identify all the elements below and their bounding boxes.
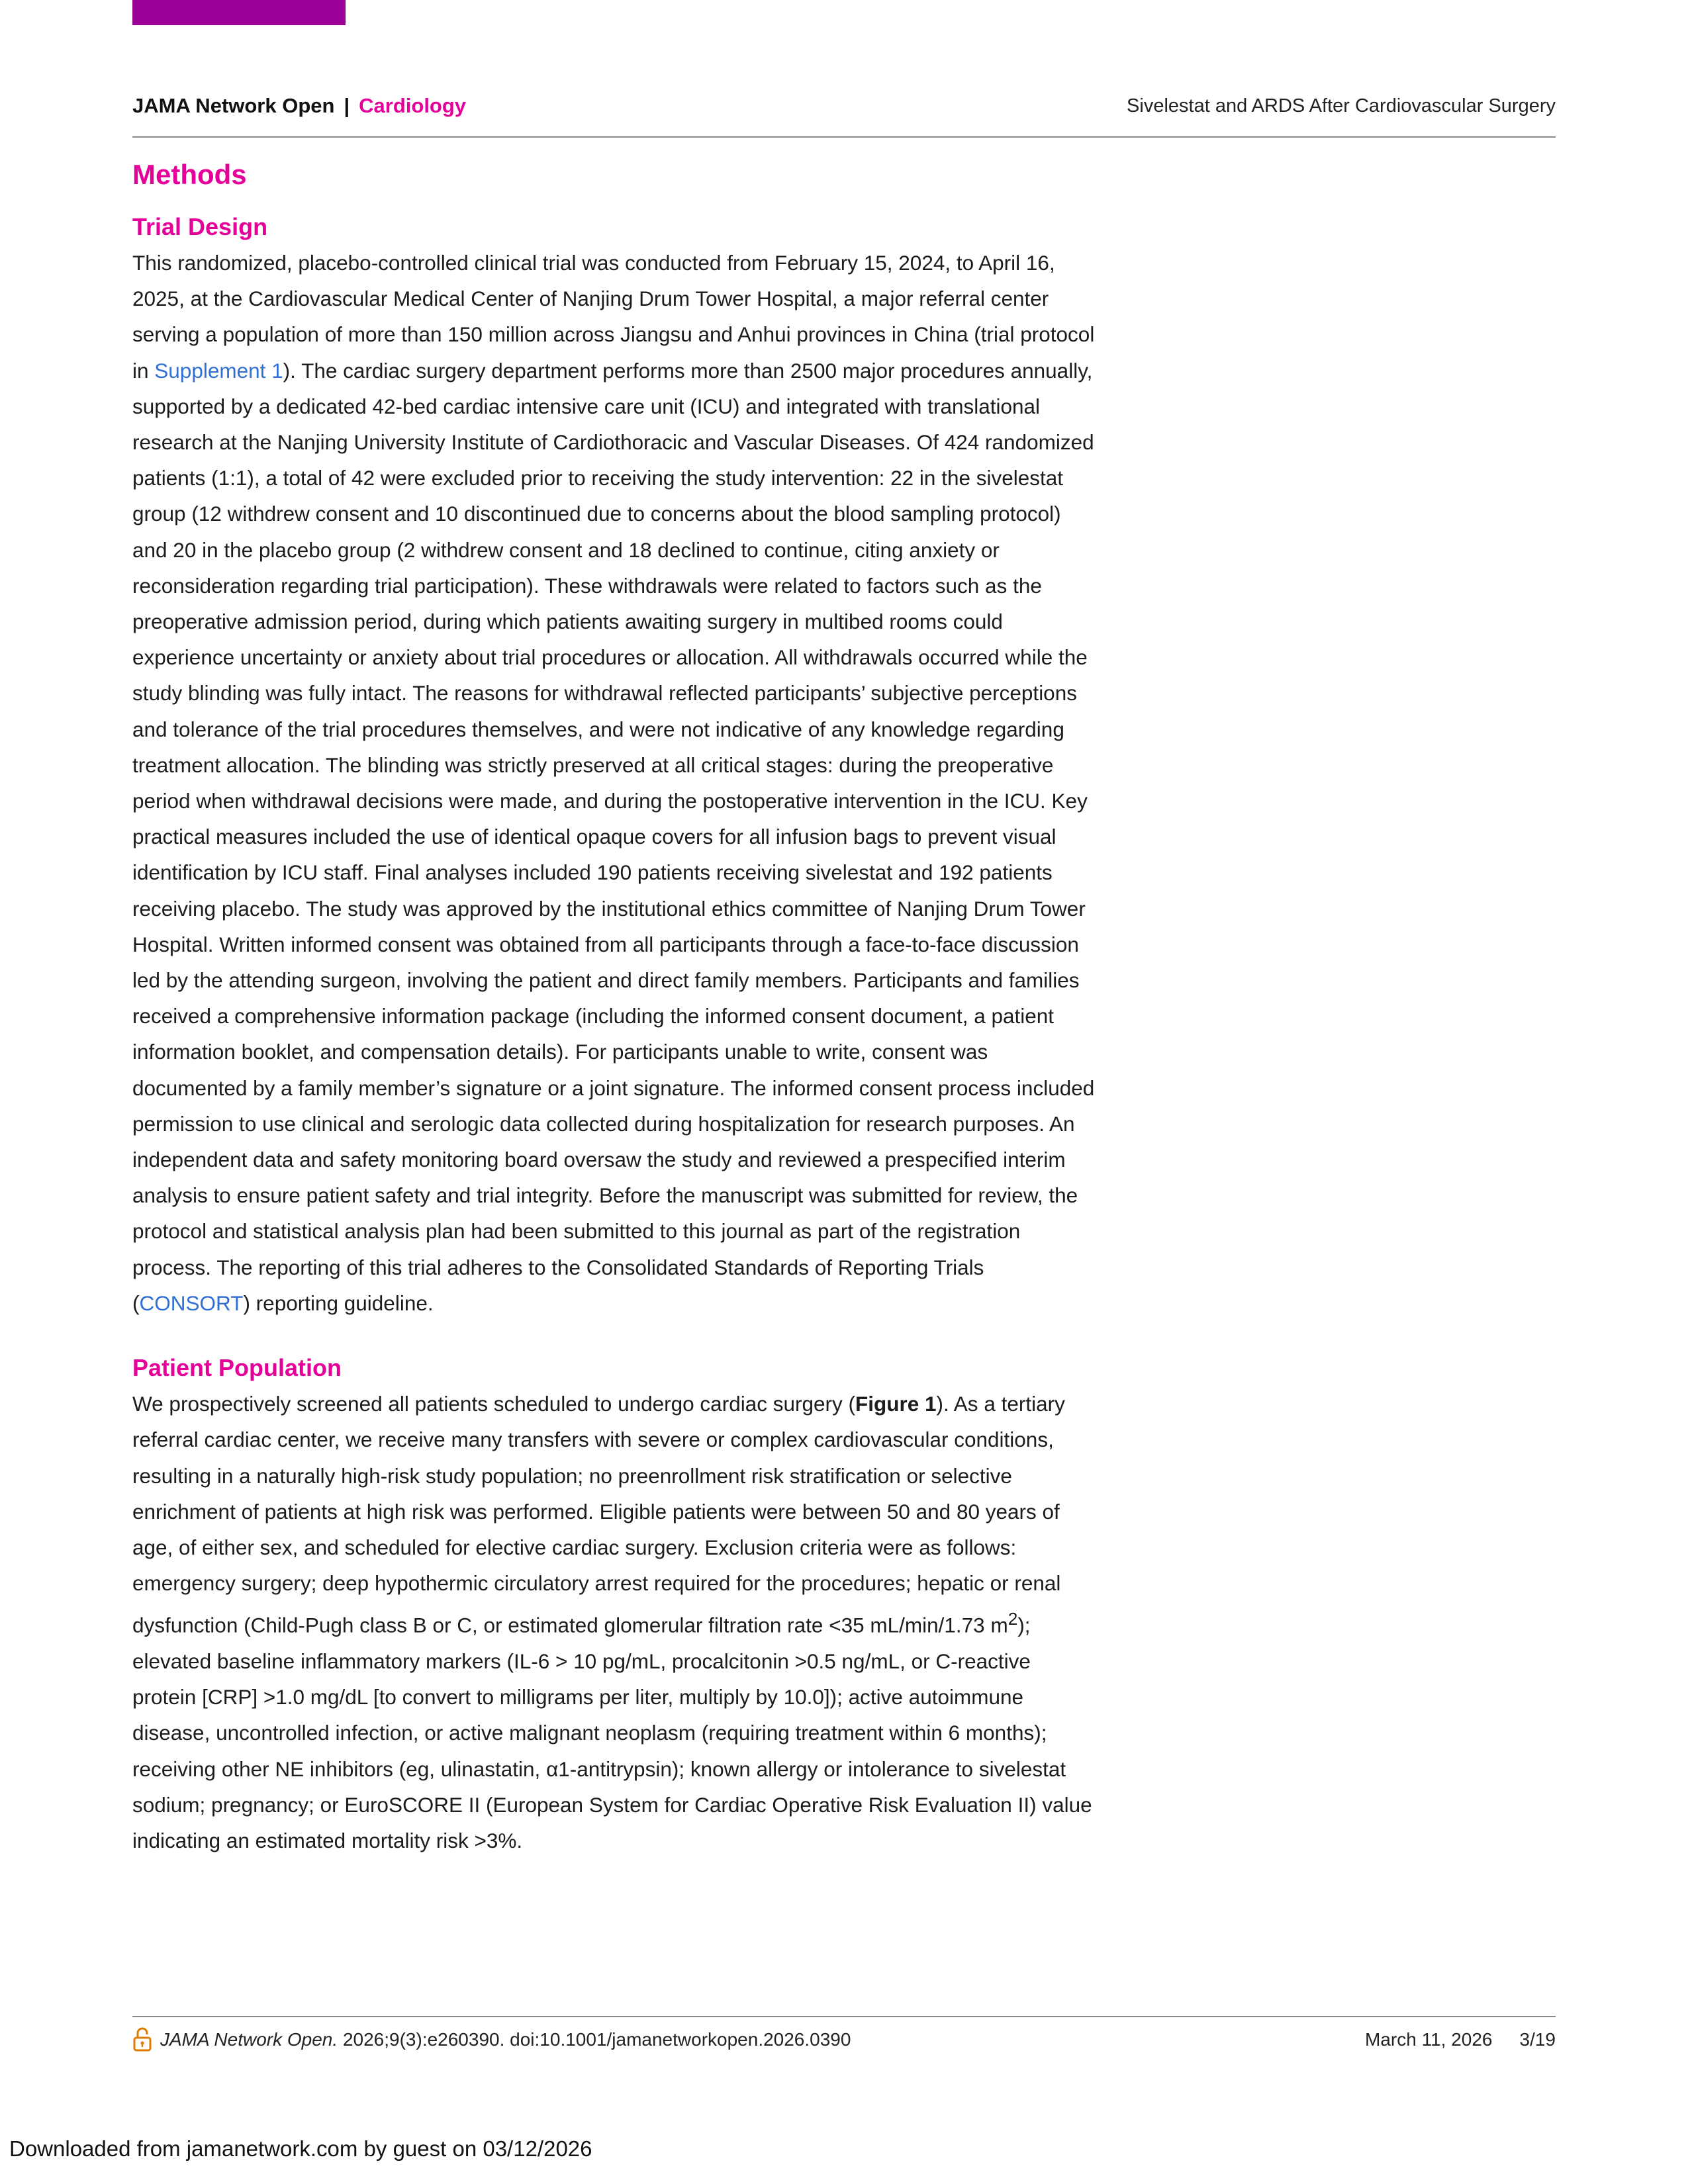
footer-divider	[132, 2016, 1556, 2017]
article-body	[132, 154, 1099, 1858]
patient-population-text-b: ). As a tertiary referral cardiac center, we receive many transfers with severe or complex cardiovascular conditions, resulting in a naturally high-risk study population; no preenrollment risk stratification or selective enrichment of patients at high risk was performed. Eligible patients were between 50 and 80 years of age, of either sex, and scheduled for elective cardiac surgery. Exclusion criteria were as follows: emergency surgery; deep hypothermic circulatory arrest required for the procedures; hepatic or renal dysfunction (Child-Pugh class B or C, or estimated glomerular filtration rate <35 mL/min/1.73 m	[132, 1392, 1065, 1637]
footer-citation	[160, 2029, 851, 2050]
download-notice: Downloaded from jamanetwork.com by guest on 03/12/2026	[9, 2136, 592, 2161]
patient-population-text-a: We prospectively screened all patients scheduled to undergo cardiac surgery (	[132, 1392, 856, 1416]
superscript-2: 2	[1008, 1609, 1018, 1629]
journal-name: JAMA Network Open	[132, 94, 335, 117]
header-divider	[132, 136, 1556, 138]
methods-heading: Methods	[132, 159, 247, 190]
patient-population-paragraph	[132, 1386, 1099, 1858]
top-accent-bar	[132, 0, 346, 25]
trial-design-text-a: This randomized, placebo-controlled clinical trial was conducted from February 15, 2024, to April 16, 2025, at the Cardiovascular Medical Center of Nanjing Drum Tower Hospital, a major referral center serving a population of more than 150 million across Jiangsu and Anhui provinces in China (trial protocol in	[132, 251, 1095, 383]
header-separator: |	[344, 94, 350, 117]
trial-design-text-c: ) reporting guideline.	[243, 1291, 434, 1315]
page-header	[132, 94, 1556, 120]
footer-date: March 11, 2026	[1365, 2029, 1493, 2050]
open-access-lock-icon	[132, 2026, 152, 2058]
footer-citation-text: 2026;9(3):e260390. doi:10.1001/jamanetworkopen.2026.0390	[338, 2029, 851, 2050]
figure-1-reference[interactable]: Figure 1	[855, 1392, 937, 1416]
footer-journal: JAMA Network Open.	[160, 2029, 338, 2050]
running-title: Sivelestat and ARDS After Cardiovascular Surgery	[1127, 95, 1556, 116]
header-left	[132, 94, 466, 118]
consort-link[interactable]: CONSORT	[139, 1291, 244, 1315]
trial-design-paragraph	[132, 245, 1099, 1321]
trial-design-heading: Trial Design	[132, 213, 268, 240]
section-link[interactable]: Cardiology	[359, 94, 467, 117]
page-footer	[132, 2026, 1556, 2056]
patient-population-text-c: ); elevated baseline inflammatory markers (IL-6 > 10 pg/mL, procalcitonin >0.5 ng/mL, or C-reactive protein [CRP] >1.0 mg/dL [to convert to milligrams per liter, multiply by 10.0]); active autoimmune disease, uncontrolled infection, or active malignant neoplasm (requiring treatment within 6 months); receiving other NE inhibitors (eg, ulinastatin, α1-antitrypsin); known allergy or intolerance to sivelestat sodium; pregnancy; or EuroSCORE II (European System for Cardiac Operative Risk Evaluation II) value indicating an estimated mortality risk >3%.	[132, 1613, 1092, 1853]
trial-design-text-b: ). The cardiac surgery department performs more than 2500 major procedures annually, supported by a dedicated 42-bed cardiac intensive care unit (ICU) and integrated with translational research at the Nanjing University Institute of Cardiothoracic and Vascular Diseases. Of 424 randomized patients (1:1), a total of 42 were excluded prior to receiving the study intervention: 22 in the sivelestat group (12 withdrew consent and 10 discontinued due to concerns about the blood sampling protocol) and 20 in the placebo group (2 withdrew consent and 18 declined to continue, citing anxiety or reconsideration regarding trial participation). These withdrawals were related to factors such as the preoperative admission period, during which patients awaiting surgery in multibed rooms could experience uncertainty or anxiety about trial procedures or allocation. All withdrawals occurred while the study blinding was fully intact. The reasons for withdrawal reflected participants’ subjective perceptions and tolerance of the trial procedures themselves, and were not indicative of any knowledge regarding treatment allocation. The blinding was strictly preserved at all critical stages: during the preoperative period when withdrawal decisions were made, and during the postoperative intervention in the ICU. Key practical measures included the use of identical opaque covers for all infusion bags to prevent visual identification by ICU staff. Final analyses included 190 patients receiving sivelestat and 192 patients receiving placebo. The study was approved by the institutional ethics committee of Nanjing Drum Tower Hospital. Written informed consent was obtained from all participants through a face-to-face discussion led by the attending surgeon, involving the patient and direct family members. Participants and families received a comprehensive information package (including the informed consent document, a patient information booklet, and compensation details). For participants unable to write, consent was documented by a family member’s signature or a joint signature. The informed consent process included permission to use clinical and serologic data collected during hospitalization for research purposes. An independent data and safety monitoring board oversaw the study and reviewed a prespecified interim analysis to ensure patient safety and trial integrity. Before the manuscript was submitted for review, the protocol and statistical analysis plan had been submitted to this journal as part of the registration process. The reporting of this trial adheres to the Consolidated Standards of Reporting Trials (	[132, 358, 1095, 1315]
patient-population-heading: Patient Population	[132, 1354, 342, 1382]
supplement-link[interactable]: Supplement 1	[154, 358, 283, 383]
page-number: 3/19	[1519, 2029, 1556, 2050]
